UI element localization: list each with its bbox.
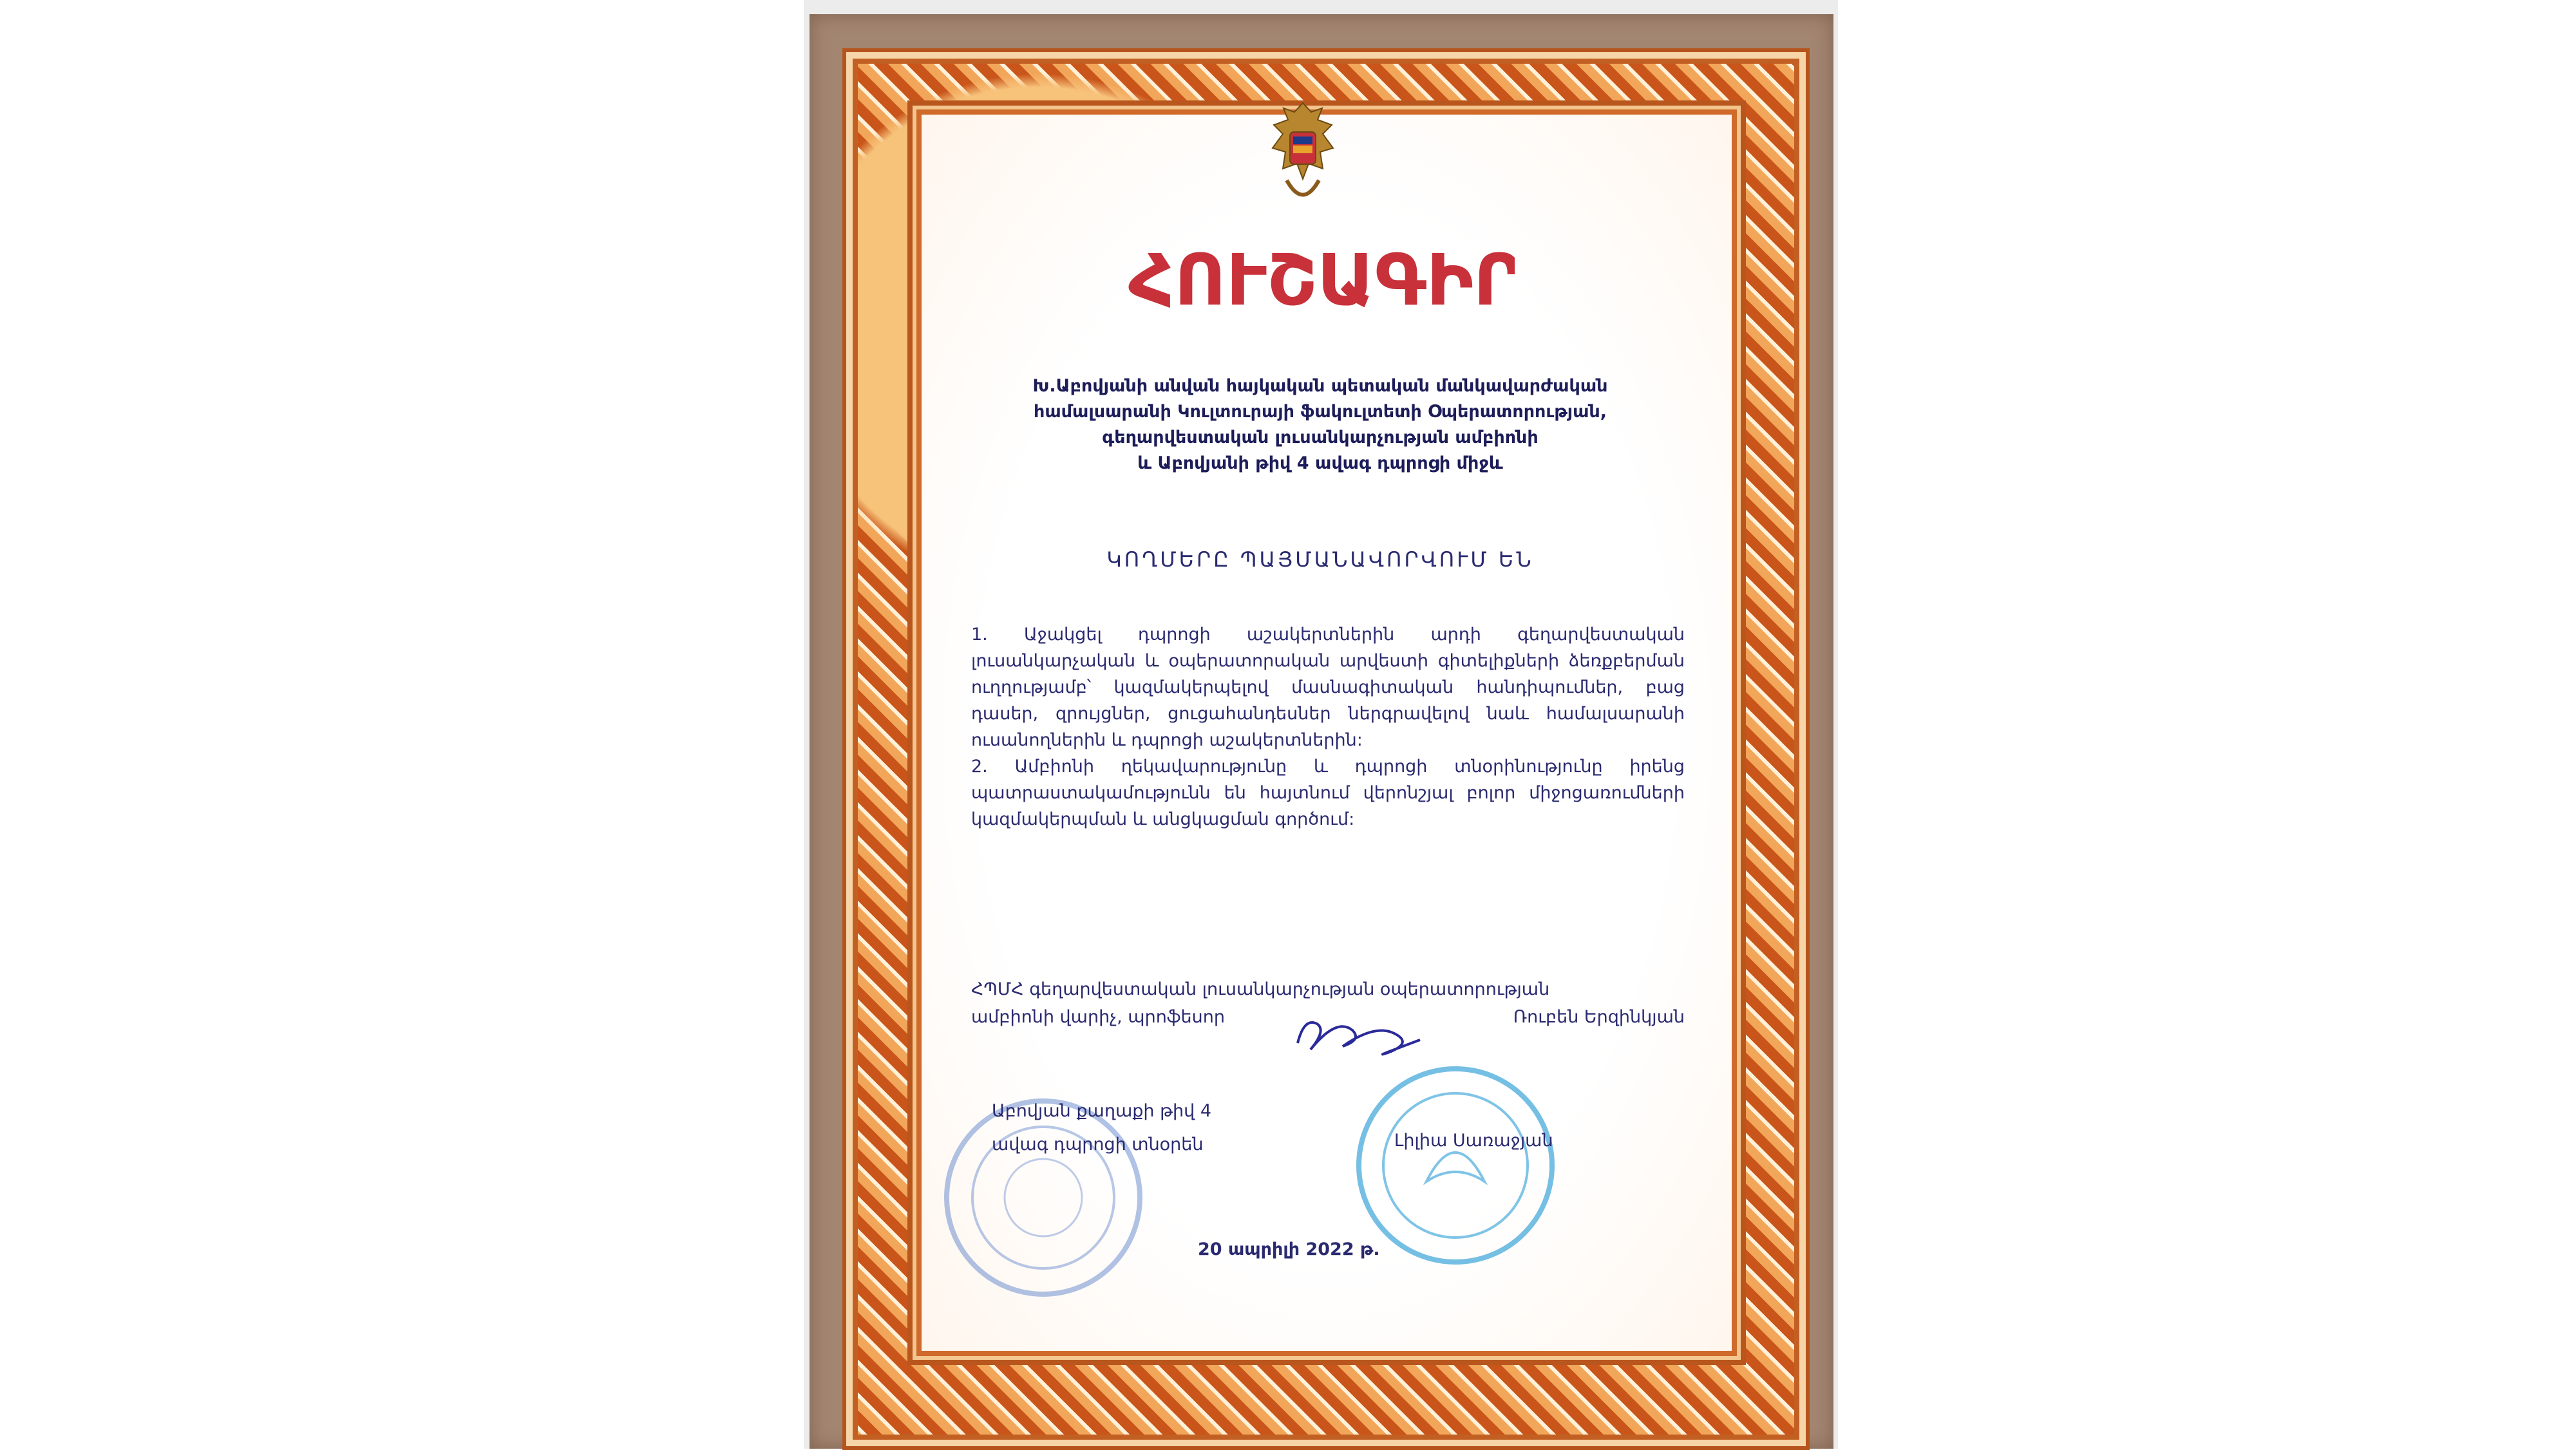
agreement-subheading: ԿՈՂՄԵՐԸ ՊԱՅՄԱՆԱՎՈՐՎՈՒՄ ԵՆ <box>1106 547 1534 572</box>
signature-icon <box>1291 1004 1433 1062</box>
header-line: գեղարվեստական լուսանկարչության ամբիոնի <box>1102 428 1539 447</box>
round-seal-icon <box>1349 1059 1562 1272</box>
school-director-name: Լիլիա Սառաջյան <box>1394 1131 1553 1151</box>
agreement-body <box>971 621 1685 833</box>
signatory-name: Ռուբեն Երզինկյան <box>1513 1007 1685 1027</box>
parties-heading <box>960 373 1681 476</box>
signatory-school <box>992 1095 1211 1162</box>
title-text: ՀՈՒՇԱԳԻՐ <box>1128 239 1515 321</box>
school-title-line1: Աբովյան քաղաքի թիվ 4 <box>992 1101 1212 1121</box>
coat-of-arms-icon <box>1261 97 1345 212</box>
header-line: և Աբովյանի թիվ 4 ավագ դպրոցի միջև <box>1137 453 1503 473</box>
document-title <box>1128 231 1515 327</box>
header-line: Խ.Աբովյանի անվան հայկական պետական մանկավարժական <box>1032 376 1608 396</box>
clause-2: 2. Ամբիոնի ղեկավարությունը և դպրոցի տնօրինությունը իրենց պատրաստակամությունն են հայտնում վերոնշյալ բոլոր միջոցառումների կազմակերպման և անցկացման գործում: <box>971 757 1685 829</box>
school-title-line2: ավագ դպրոցի տնօրեն <box>992 1135 1204 1154</box>
header-line: համալսարանի Կուլտուրայի ֆակուլտետի Օպերատորության, <box>1033 402 1607 422</box>
document-date: 20 ապրիլի 2022 թ. <box>1198 1239 1380 1259</box>
signatory-title-line1: ՀՊՄՀ գեղարվեստական լուսանկարչության օպերատորության <box>971 979 1550 999</box>
signatory-title-line2: ամբիոնի վարիչ, պրոֆեսոր <box>971 1007 1225 1027</box>
clause-1: 1. Աջակցել դպրոցի աշակերտներին արդի գեղարվեստական լուսանկարչական և օպերատորական արվեստի գիտելիքների ձեռքբերման ուղղությամբ՝ կազմակերպելով մասնագիտական հանդիպումներ, բաց դասեր, զրույցներ, ցուցահանդեսներ ներգրավելով նաև համալսարանի ուսանողներին և դպրոցի աշակերտներին: <box>971 625 1685 750</box>
